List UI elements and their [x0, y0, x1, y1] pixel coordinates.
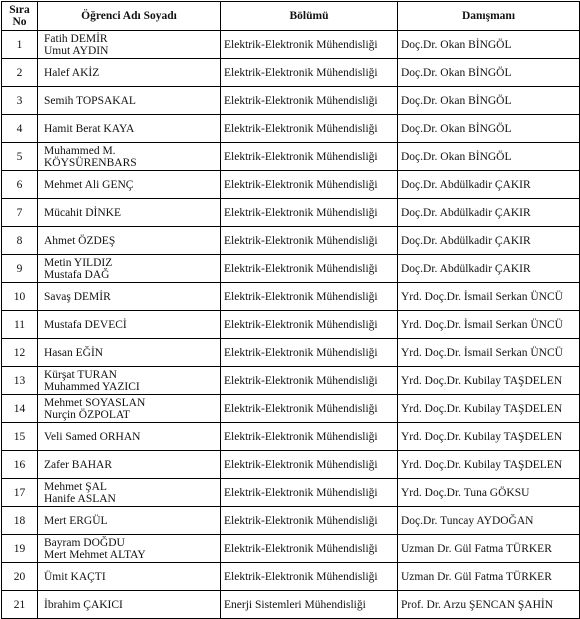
table-row: [2, 115, 580, 143]
student-name-cell: [38, 507, 221, 535]
department-cell: Elektrik-Elektronik Mühendisliği: [221, 87, 398, 115]
row-number: 7: [2, 199, 38, 227]
department-cell: Elektrik-Elektronik Mühendisliği: [221, 367, 398, 395]
department-cell: Elektrik-Elektronik Mühendisliği: [221, 255, 398, 283]
department-cell: Elektrik-Elektronik Mühendisliği: [221, 395, 398, 423]
advisor-cell: Doç.Dr. Abdülkadir ÇAKIR: [398, 199, 580, 227]
row-number: 1: [2, 31, 38, 59]
row-number: 19: [2, 535, 38, 563]
student-name-cell: [38, 59, 221, 87]
student-name-cell: [38, 451, 221, 479]
department-cell: Enerji Sistemleri Mühendisliği: [221, 591, 398, 619]
table-row: [2, 199, 580, 227]
advisor-cell: Yrd. Doç.Dr. Kubilay TAŞDELEN: [398, 451, 580, 479]
department-cell: Elektrik-Elektronik Mühendisliği: [221, 563, 398, 591]
student-name-cell: [38, 31, 221, 59]
student-name: Mehmet SOYASLAN: [44, 396, 146, 409]
advisor-cell: Doç.Dr. Okan BİNGÖL: [398, 59, 580, 87]
student-name: Bayram DOĞDU: [44, 536, 125, 549]
student-name-cell: [38, 479, 221, 507]
student-name-cell: [38, 255, 221, 283]
student-table: [1, 1, 580, 619]
department-cell: Elektrik-Elektronik Mühendisliği: [221, 451, 398, 479]
student-name: Muhammed M.: [44, 144, 116, 157]
table-row: [2, 31, 580, 59]
student-name: Metin YILDIZ: [44, 256, 113, 269]
student-name-cell: [38, 591, 221, 619]
row-number: 10: [2, 283, 38, 311]
student-name-cell: [38, 199, 221, 227]
student-name-cell: [38, 227, 221, 255]
student-name: Halef AKİZ: [44, 66, 100, 79]
student-name-cell: [38, 143, 221, 171]
advisor-cell: Yrd. Doç.Dr. Kubilay TAŞDELEN: [398, 423, 580, 451]
advisor-cell: Doç.Dr. Abdülkadir ÇAKIR: [398, 171, 580, 199]
student-name: Ümit KAÇTI: [44, 570, 106, 583]
department-cell: Elektrik-Elektronik Mühendisliği: [221, 339, 398, 367]
department-cell: Elektrik-Elektronik Mühendisliği: [221, 507, 398, 535]
student-name-cell: [38, 171, 221, 199]
student-name: KÖYSÜRENBARS: [44, 156, 137, 169]
row-number: 4: [2, 115, 38, 143]
advisor-cell: Doç.Dr. Okan BİNGÖL: [398, 31, 580, 59]
student-name: Veli Samed ORHAN: [44, 430, 141, 443]
table-row: [2, 227, 580, 255]
header-row: [2, 2, 580, 31]
department-cell: Elektrik-Elektronik Mühendisliği: [221, 423, 398, 451]
student-name: Hasan EĞİN: [44, 346, 104, 359]
student-name: Mustafa DAĞ: [44, 268, 110, 281]
table-row: [2, 563, 580, 591]
student-name-cell: [38, 367, 221, 395]
student-name-cell: [38, 339, 221, 367]
table-row: [2, 59, 580, 87]
student-name: Mehmet ŞAL: [44, 480, 107, 493]
department-cell: Elektrik-Elektronik Mühendisliği: [221, 199, 398, 227]
student-name: Nurçin ÖZPOLAT: [44, 408, 130, 421]
row-number: 2: [2, 59, 38, 87]
advisor-cell: Yrd. Doç.Dr. Kubilay TAŞDELEN: [398, 367, 580, 395]
student-name-cell: [38, 423, 221, 451]
department-cell: Elektrik-Elektronik Mühendisliği: [221, 143, 398, 171]
row-number: 9: [2, 255, 38, 283]
student-name: Mustafa DEVECİ: [44, 318, 127, 331]
student-name: İbrahim ÇAKICI: [44, 598, 123, 611]
row-number: 20: [2, 563, 38, 591]
department-cell: Elektrik-Elektronik Mühendisliği: [221, 59, 398, 87]
header-advisor: Danışmanı: [398, 2, 580, 31]
student-name: Mert Mehmet ALTAY: [44, 548, 146, 561]
advisor-cell: Yrd. Doç.Dr. İsmail Serkan ÜNCÜ: [398, 311, 580, 339]
student-name-cell: [38, 563, 221, 591]
advisor-cell: Doç.Dr. Abdülkadir ÇAKIR: [398, 255, 580, 283]
student-name: Semih TOPSAKAL: [44, 94, 136, 107]
table-row: [2, 423, 580, 451]
student-name: Ahmet ÖZDEŞ: [44, 234, 116, 247]
row-number: 17: [2, 479, 38, 507]
table-row: [2, 535, 580, 563]
department-cell: Elektrik-Elektronik Mühendisliği: [221, 535, 398, 563]
advisor-cell: Prof. Dr. Arzu ŞENCAN ŞAHİN: [398, 591, 580, 619]
row-number: 12: [2, 339, 38, 367]
student-name: Mücahit DİNKE: [44, 206, 121, 219]
student-name-cell: [38, 535, 221, 563]
advisor-cell: Yrd. Doç.Dr. Tuna GÖKSU: [398, 479, 580, 507]
row-number: 6: [2, 171, 38, 199]
header-sira-no: Sıra No: [2, 2, 38, 31]
student-name: Mehmet Ali GENÇ: [44, 178, 134, 191]
table-row: [2, 143, 580, 171]
row-number: 21: [2, 591, 38, 619]
department-cell: Elektrik-Elektronik Mühendisliği: [221, 479, 398, 507]
advisor-cell: Doç.Dr. Okan BİNGÖL: [398, 115, 580, 143]
student-name: Hanife ASLAN: [44, 492, 116, 505]
row-number: 15: [2, 423, 38, 451]
table-row: [2, 507, 580, 535]
department-cell: Elektrik-Elektronik Mühendisliği: [221, 31, 398, 59]
table-row: [2, 311, 580, 339]
table-row: [2, 339, 580, 367]
student-name: Muhammed YAZICI: [44, 380, 140, 393]
row-number: 14: [2, 395, 38, 423]
advisor-cell: Yrd. Doç.Dr. İsmail Serkan ÜNCÜ: [398, 283, 580, 311]
advisor-cell: Doç.Dr. Okan BİNGÖL: [398, 87, 580, 115]
student-name: Fatih DEMİR: [44, 32, 108, 45]
advisor-cell: Doç.Dr. Tuncay AYDOĞAN: [398, 507, 580, 535]
table-row: [2, 395, 580, 423]
student-name-cell: [38, 283, 221, 311]
row-number: 13: [2, 367, 38, 395]
table-row: [2, 591, 580, 619]
table-row: [2, 451, 580, 479]
row-number: 11: [2, 311, 38, 339]
table-row: [2, 87, 580, 115]
table-row: [2, 255, 580, 283]
student-name-cell: [38, 115, 221, 143]
table-row: [2, 171, 580, 199]
student-name: Savaş DEMİR: [44, 290, 111, 303]
row-number: 3: [2, 87, 38, 115]
department-cell: Elektrik-Elektronik Mühendisliği: [221, 171, 398, 199]
row-number: 18: [2, 507, 38, 535]
row-number: 16: [2, 451, 38, 479]
header-student-name: Öğrenci Adı Soyadı: [38, 2, 221, 31]
student-name-cell: [38, 311, 221, 339]
student-name: Kürşat TURAN: [44, 368, 117, 381]
student-name: Mert ERGÜL: [44, 514, 108, 527]
row-number: 8: [2, 227, 38, 255]
row-number: 5: [2, 143, 38, 171]
department-cell: Elektrik-Elektronik Mühendisliği: [221, 115, 398, 143]
table-row: [2, 479, 580, 507]
student-name: Umut AYDIN: [44, 44, 109, 57]
student-name: Hamit Berat KAYA: [44, 122, 135, 135]
student-name: Zafer BAHAR: [44, 458, 113, 471]
department-cell: Elektrik-Elektronik Mühendisliği: [221, 311, 398, 339]
header-department: Bölümü: [221, 2, 398, 31]
department-cell: Elektrik-Elektronik Mühendisliği: [221, 283, 398, 311]
advisor-cell: Uzman Dr. Gül Fatma TÜRKER: [398, 563, 580, 591]
table-row: [2, 367, 580, 395]
advisor-cell: Doç.Dr. Abdülkadir ÇAKIR: [398, 227, 580, 255]
department-cell: Elektrik-Elektronik Mühendisliği: [221, 227, 398, 255]
advisor-cell: Yrd. Doç.Dr. Kubilay TAŞDELEN: [398, 395, 580, 423]
student-name-cell: [38, 87, 221, 115]
table-row: [2, 283, 580, 311]
advisor-cell: Doç.Dr. Okan BİNGÖL: [398, 143, 580, 171]
advisor-cell: Yrd. Doç.Dr. İsmail Serkan ÜNCÜ: [398, 339, 580, 367]
student-name-cell: [38, 395, 221, 423]
advisor-cell: Uzman Dr. Gül Fatma TÜRKER: [398, 535, 580, 563]
